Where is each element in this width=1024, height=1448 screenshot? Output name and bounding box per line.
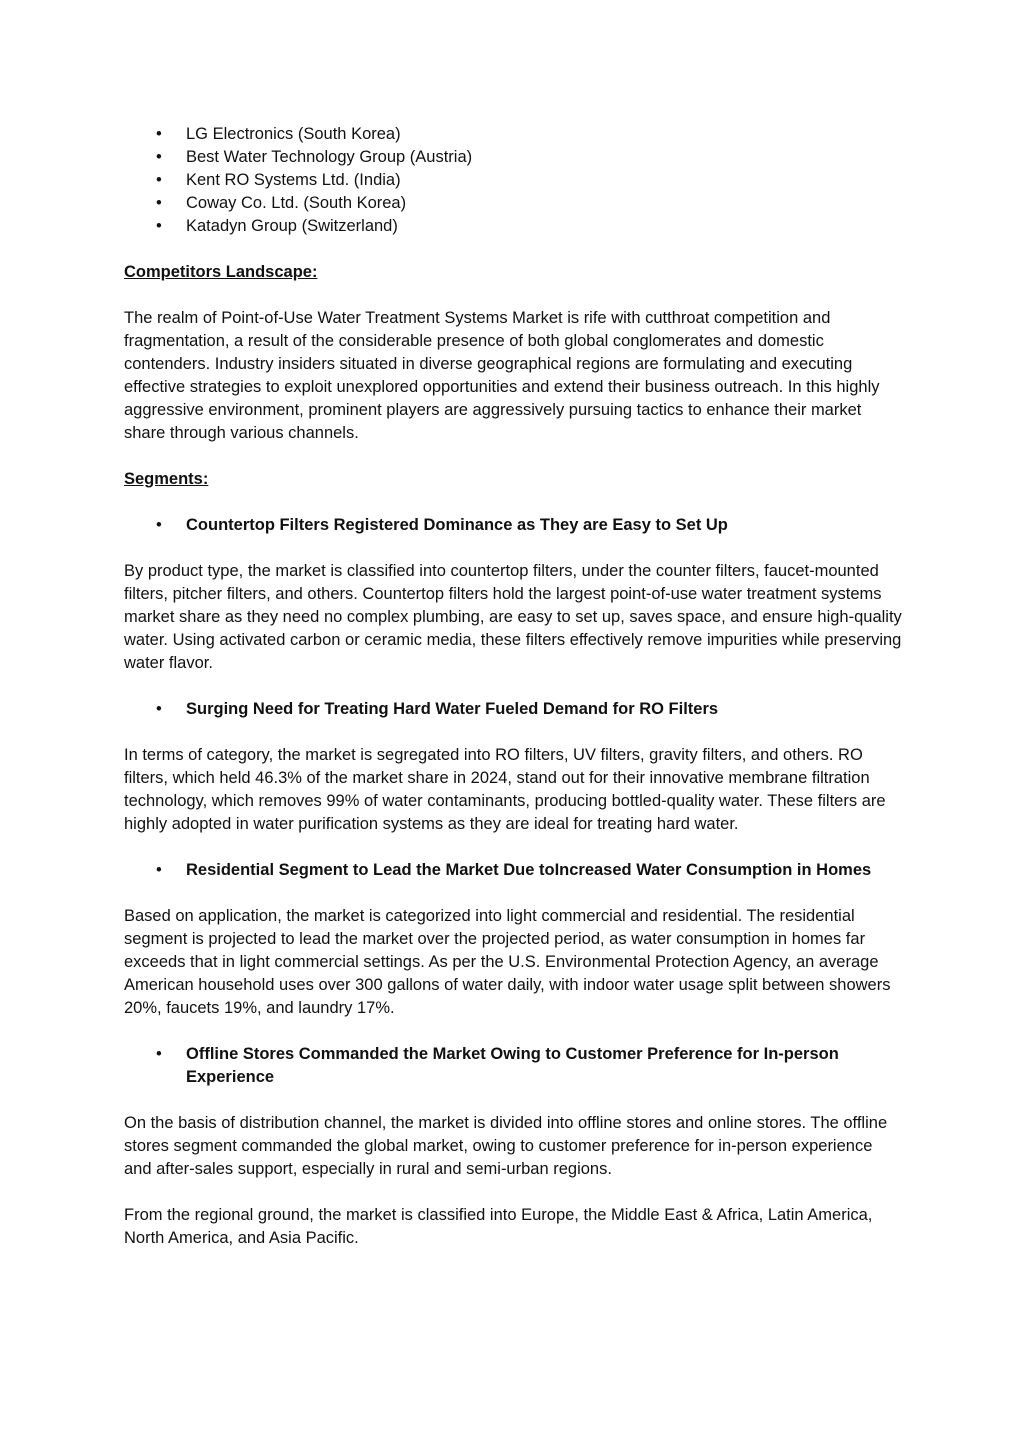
competitors-paragraph: The realm of Point-of-Use Water Treatment Systems Market is rife with cutthroat competition and fragmentation, a result of the considerable presence of both global conglomerates and domestic contenders. Industry insiders situated in diverse geographical regions are formulating and executing effective strategies to exploit unexplored opportunities and extend their business outreach. In this highly aggressive environment, prominent players are aggressively pursuing tactics to enhance their market share through various channels. — [124, 309, 880, 442]
bullet-icon: • — [156, 516, 162, 534]
company-name: LG Electronics (South Korea) — [186, 125, 401, 143]
segment-paragraph-product-type: By product type, the market is classified into countertop filters, under the counter filters, faucet-mounted filters, pitcher filters, and others. Countertop filters hold the largest point-of-use water treatment systems market share as they need no complex plumbing, are easy to set up, saves space, and ensure high-quality water. Using activated carbon or ceramic media, these filters effectively remove impurities while preserving water flavor. — [124, 562, 902, 672]
bullet-icon: • — [156, 1045, 162, 1063]
segment-paragraph-category: In terms of category, the market is segregated into RO filters, UV filters, gravity filters, and others. RO filters, which held 46.3% of the market share in 2024, stand out for their innovative membrane filtration technology, which removes 99% of water contaminants, producing bottled-quality water. These filters are highly adopted in water purification systems as they are ideal for treating hard water. — [124, 746, 886, 833]
list-item — [124, 123, 904, 146]
segment-title-product-type — [124, 514, 904, 537]
bullet-icon: • — [156, 125, 162, 143]
segment-title-category — [124, 698, 904, 721]
bullet-icon: • — [156, 861, 162, 879]
company-name: Katadyn Group (Switzerland) — [186, 217, 398, 235]
bullet-icon: • — [156, 217, 162, 235]
bullet-icon: • — [156, 148, 162, 166]
segment-title-text: Surging Need for Treating Hard Water Fueled Demand for RO Filters — [186, 700, 719, 718]
segment-title-distribution — [124, 1043, 904, 1089]
regional-paragraph: From the regional ground, the market is classified into Europe, the Middle East & Africa, Latin America, North America, and Asia Pacific. — [124, 1206, 873, 1247]
list-item — [124, 169, 904, 192]
document-page — [124, 123, 904, 1250]
bullet-icon: • — [156, 194, 162, 212]
list-item — [124, 215, 904, 238]
company-name: Kent RO Systems Ltd. (India) — [186, 171, 401, 189]
company-list — [124, 123, 904, 238]
list-item — [124, 146, 904, 169]
segment-paragraph-application: Based on application, the market is categorized into light commercial and residential. The residential segment is projected to lead the market over the projected period, as water consumption in homes far exceeds that in light commercial settings. As per the U.S. Environmental Protection Agency, an average American household uses over 300 gallons of water daily, with indoor water usage split between showers 20%, faucets 19%, and laundry 17%. — [124, 907, 891, 1017]
company-name: Best Water Technology Group (Austria) — [186, 148, 473, 166]
company-name: Coway Co. Ltd. (South Korea) — [186, 194, 407, 212]
segments-heading: Segments: — [124, 470, 209, 488]
bullet-icon: • — [156, 171, 162, 189]
segment-title-text: Countertop Filters Registered Dominance as They are Easy to Set Up — [186, 516, 728, 534]
bullet-icon: • — [156, 700, 162, 718]
segment-paragraph-distribution: On the basis of distribution channel, the market is divided into offline stores and online stores. The offline stores segment commanded the global market, owing to customer preference for in-person experience and after-sales support, especially in rural and semi-urban regions. — [124, 1114, 888, 1178]
competitors-heading: Competitors Landscape: — [124, 263, 318, 281]
list-item — [124, 192, 904, 215]
segment-title-text: Residential Segment to Lead the Market Due toIncreased Water Consumption in Homes — [186, 861, 872, 879]
segment-title-text: Offline Stores Commanded the Market Owing to Customer Preference for In-person Experience — [186, 1045, 839, 1086]
segment-title-application — [124, 859, 904, 882]
